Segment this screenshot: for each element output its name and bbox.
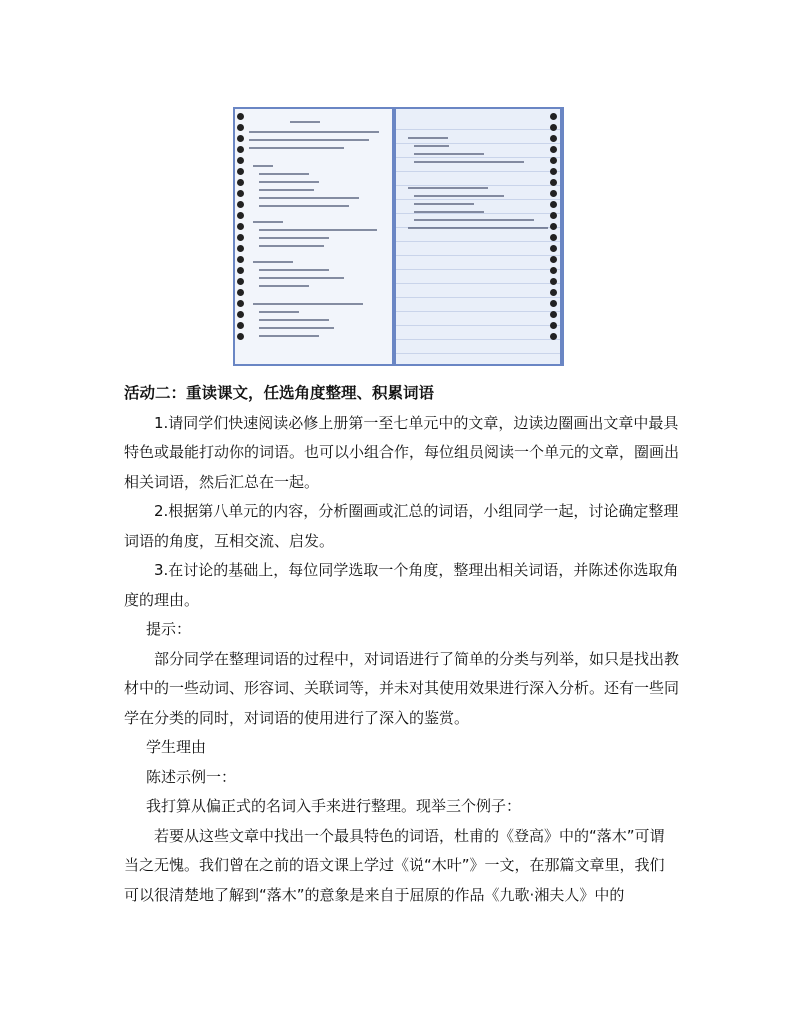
example-text: 若要从这些文章中找出一个最具特色的词语，杜甫的《登高》中的“落木”可谓当之无愧。我们曾在之前的语文课上学过《说“木叶”》一文，在那篇文章里，我们可以很清楚地了解到“落木”的意象是来自于屈原的作品《九歌·湘夫人》中的 (124, 826, 665, 904)
example-intro: 我打算从偏正式的名词入手来进行整理。现举三个例子： (146, 797, 522, 815)
paragraph-3: 3.在讨论的基础上，每位同学选取一个角度，整理出相关词语，并陈述你选取角度的理由。 (124, 561, 679, 609)
binder-rings-right (550, 113, 558, 363)
document-body (124, 379, 679, 910)
hint-label: 提示： (146, 620, 192, 638)
notebook-right-page (396, 109, 560, 364)
notebook-left-page (235, 109, 392, 364)
hint-text: 部分同学在整理词语的过程中，对词语进行了简单的分类与列举，如只是找出教材中的一些动词、形容词、关联词等，并未对其使用效果进行深入分析。还有一些同学在分类的同时，对词语的使用进行了深入的鉴赏。 (124, 649, 680, 727)
activity-heading: 活动二：重读课文，任选角度整理、积累词语 (124, 384, 435, 402)
paragraph-1: 1.请同学们快速阅读必修上册第一至七单元中的文章，边读边圈画出文章中最具特色或最能打动你的词语。也可以小组合作，每位组员阅读一个单元的文章，圈画出相关词语，然后汇总在一起。 (124, 413, 680, 491)
binder-rings (237, 113, 245, 363)
paragraph-2: 2.根据第八单元的内容，分析圈画或汇总的词语，小组同学一起，讨论确定整理词语的角度，互相交流、启发。 (124, 502, 679, 550)
student-reason-label: 学生理由 (146, 738, 207, 756)
example-label: 陈述示例一： (146, 767, 237, 786)
notebook-photo (233, 107, 564, 366)
